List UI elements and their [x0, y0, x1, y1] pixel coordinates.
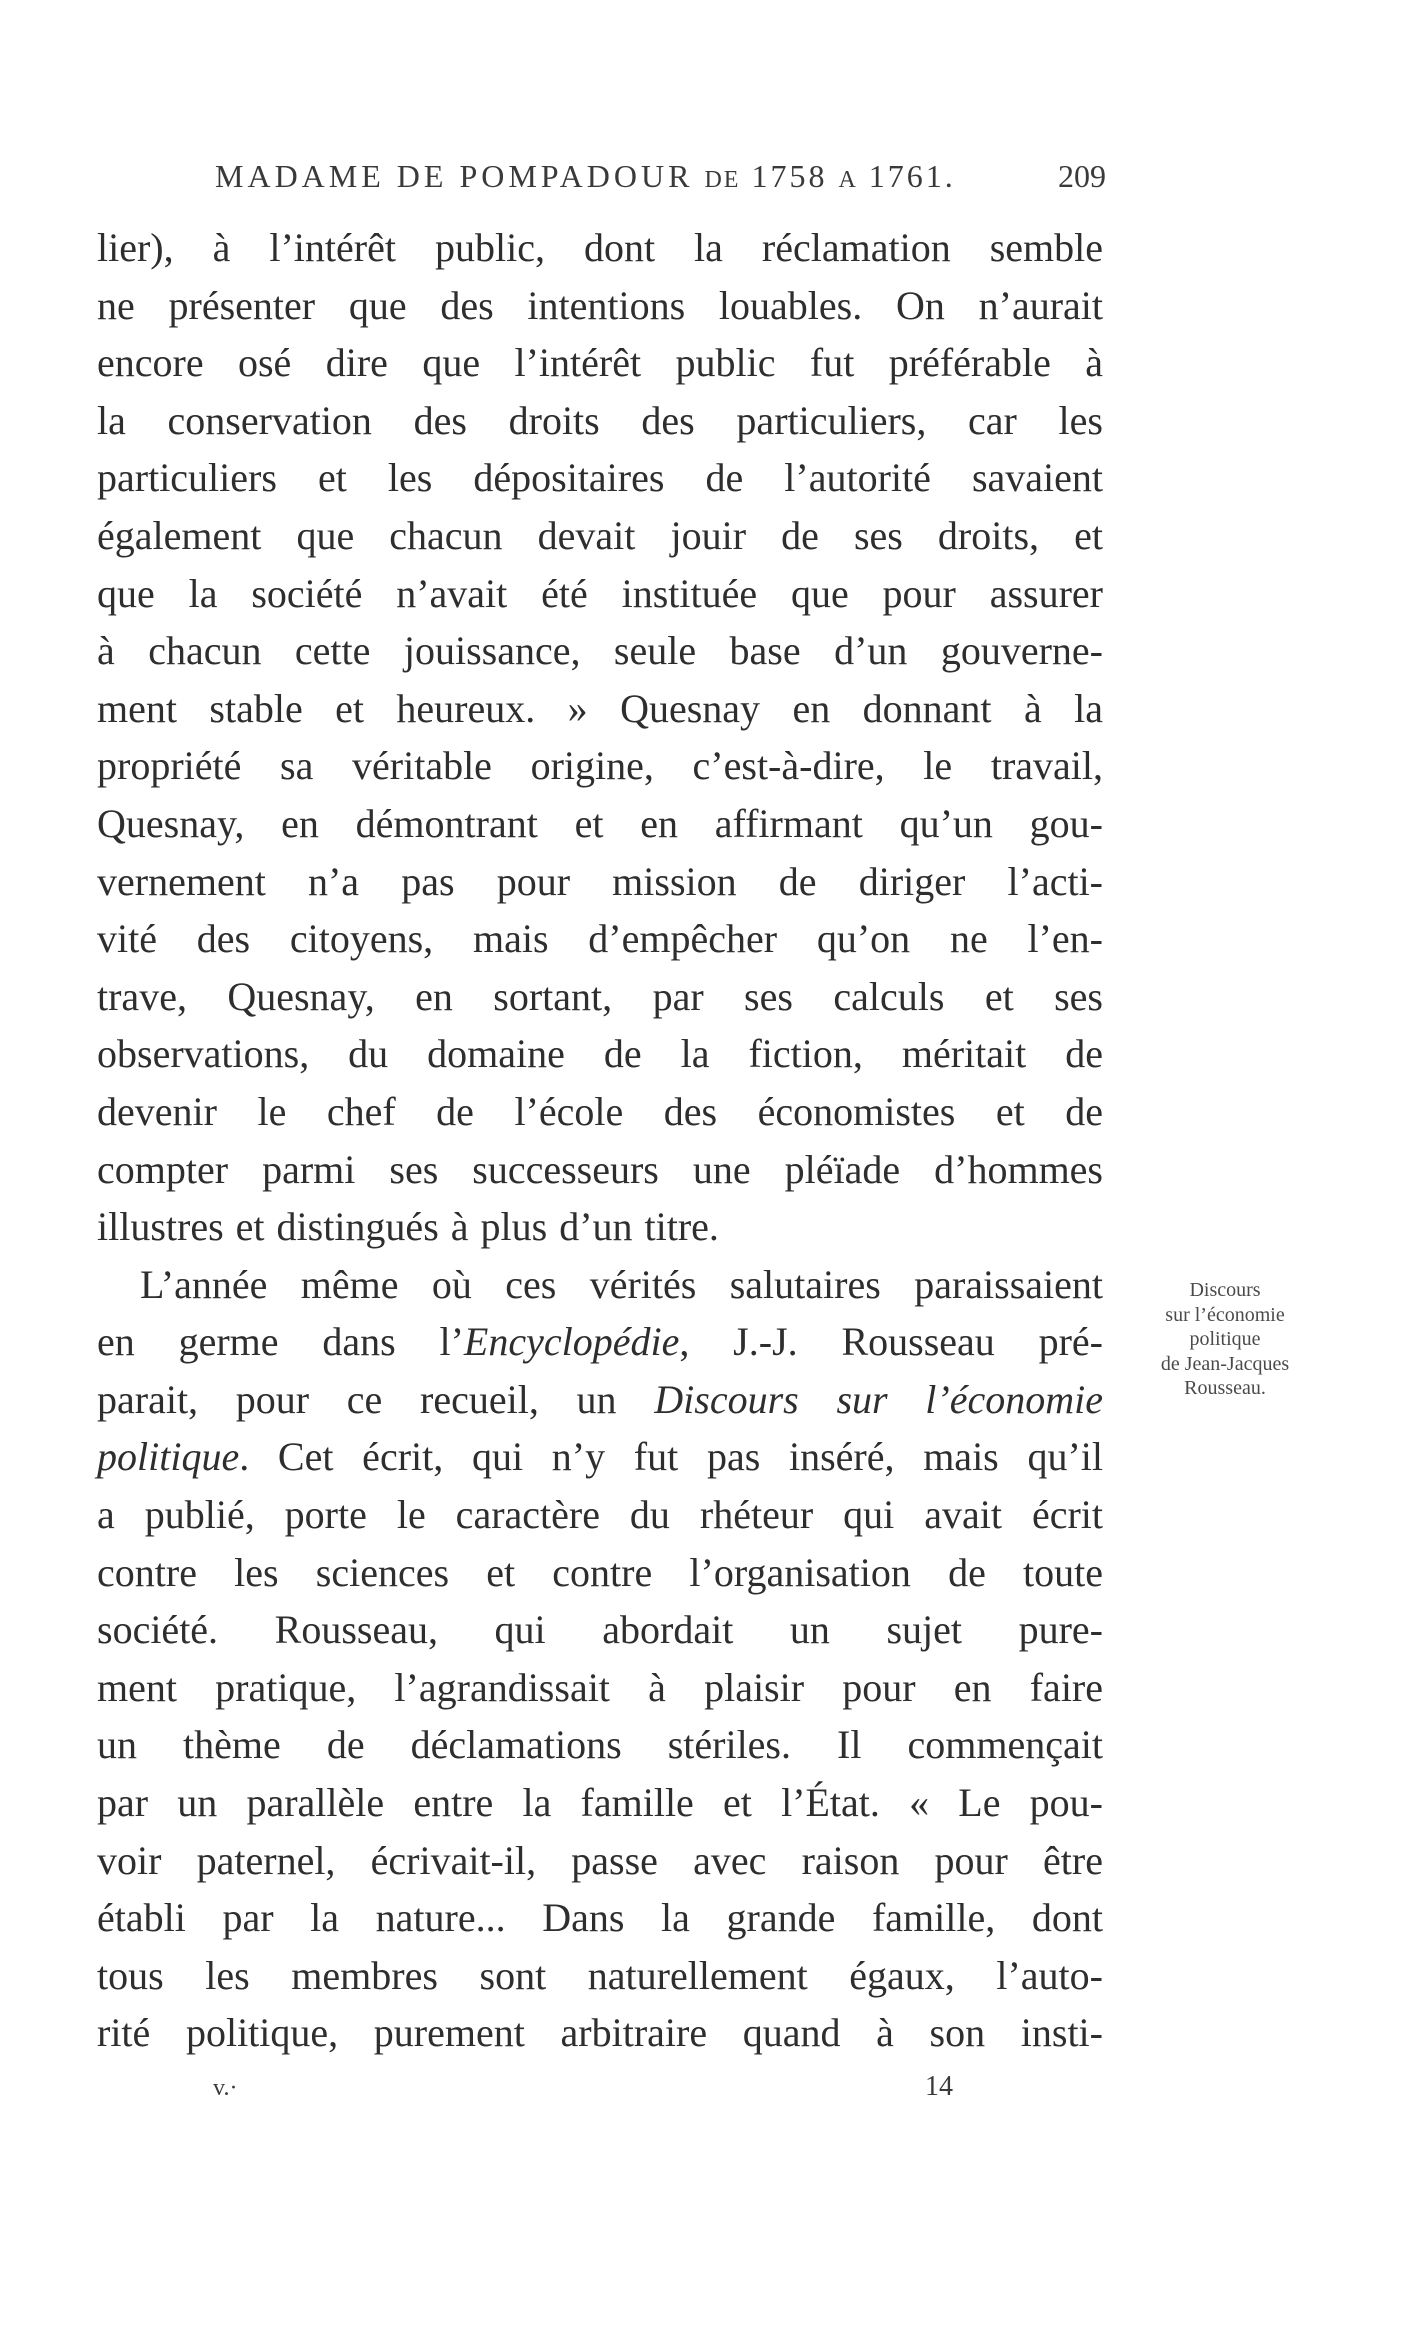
- text-run: en germe dans l’: [97, 1319, 464, 1365]
- text-line: un thème de déclamations stériles. Il commençait: [97, 1722, 1103, 1768]
- text-line: devenir le chef de l’école des économistes et de: [97, 1088, 1103, 1134]
- text-line: particuliers et les dépositaires de l’autorité savaient: [97, 455, 1103, 501]
- italic-title: politique: [97, 1434, 240, 1480]
- text-line: contre les sciences et contre l’organisation de toute: [97, 1549, 1103, 1595]
- margin-note: [1125, 1278, 1325, 1401]
- running-title: [215, 158, 956, 195]
- text-line: propriété sa véritable origine, c’est-à-dire, le travail,: [97, 743, 1103, 789]
- italic-title: Discours sur l’économie: [654, 1376, 1103, 1422]
- margin-note-line: Rousseau.: [1184, 1377, 1266, 1399]
- margin-note-line: de Jean-Jacques: [1160, 1352, 1290, 1375]
- text-line: ment pratique, l’agrandissait à plaisir pour en faire: [97, 1664, 1103, 1710]
- text-line: trave, Quesnay, en sortant, par ses calculs et ses: [97, 973, 1103, 1019]
- text-line: ment stable et heureux. » Quesnay en donnant à la: [97, 685, 1103, 731]
- text-line: lier), à l’intérêt public, dont la réclamation semble: [97, 225, 1103, 270]
- text-line: [97, 1428, 1103, 1486]
- text-line: [97, 1313, 1103, 1371]
- margin-note-line: politique: [1189, 1328, 1261, 1350]
- text-line: par un parallèle entre la famille et l’État. « Le pou-: [97, 1780, 1103, 1826]
- text-line: que la société n’avait été instituée que pour assurer: [97, 570, 1103, 616]
- text-line: a publié, porte le caractère du rhéteur qui avait écrit: [97, 1492, 1103, 1538]
- page-number: 209: [1058, 158, 1106, 194]
- signature-number: 14: [925, 2071, 953, 2102]
- text-run: parait, pour ce recueil, un: [97, 1376, 655, 1422]
- text-run: , J.-J. Rousseau pré-: [679, 1319, 1103, 1365]
- text-line: vernement n’a pas pour mission de diriger l’acti-: [97, 858, 1103, 904]
- signature-mark: v.·: [213, 2075, 238, 2101]
- text-line: Quesnay, en démontrant et en affirmant qu’un gou-: [97, 800, 1103, 846]
- text-line: ne présenter que des intentions louables. On n’aurait: [97, 282, 1103, 328]
- text-line: compter parmi ses successeurs une pléïade d’hommes: [97, 1146, 1103, 1192]
- running-title-end: 1761.: [868, 158, 956, 194]
- text-line: encore osé dire que l’intérêt public fut préférable à: [97, 340, 1103, 386]
- running-title-years: 1758: [751, 158, 828, 194]
- text-line: L’année même où ces vérités salutaires paraissaient: [140, 1261, 1103, 1307]
- text-line: la conservation des droits des particuliers, car les: [97, 397, 1103, 443]
- text-line: tous les membres sont naturellement égaux, l’auto-: [97, 1952, 1103, 1998]
- margin-note-line: sur l’économie: [1165, 1303, 1285, 1326]
- text-line: observations, du domaine de la fiction, méritait de: [97, 1031, 1103, 1077]
- italic-title: Encyclopédie: [463, 1319, 680, 1365]
- body-text: [97, 219, 1103, 2062]
- running-title-a: A: [838, 167, 858, 193]
- running-title-main: MADAME DE POMPADOUR: [215, 158, 694, 194]
- text-line: rité politique, purement arbitraire quand à son insti-: [97, 2010, 1103, 2056]
- text-line: également que chacun devait jouir de ses droits, et: [97, 512, 1103, 558]
- running-title-de: DE: [704, 167, 741, 193]
- text-line: société. Rousseau, qui abordait un sujet pure-: [97, 1607, 1103, 1653]
- text-line: à chacun cette jouissance, seule base d’un gouverne-: [97, 628, 1103, 674]
- running-head: [100, 158, 1106, 206]
- text-line: voir paternel, écrivait-il, passe avec raison pour être: [97, 1837, 1103, 1883]
- text-run: . Cet écrit, qui n’y fut pas inséré, mais qu’il: [239, 1434, 1103, 1480]
- text-line: illustres et distingués à plus d’un titre.: [97, 1204, 719, 1250]
- text-line: établi par la nature... Dans la grande famille, dont: [97, 1895, 1103, 1941]
- text-line: [97, 1371, 1103, 1429]
- text-line: vité des citoyens, mais d’empêcher qu’on ne l’en-: [97, 916, 1103, 962]
- margin-note-line: Discours: [1189, 1279, 1261, 1301]
